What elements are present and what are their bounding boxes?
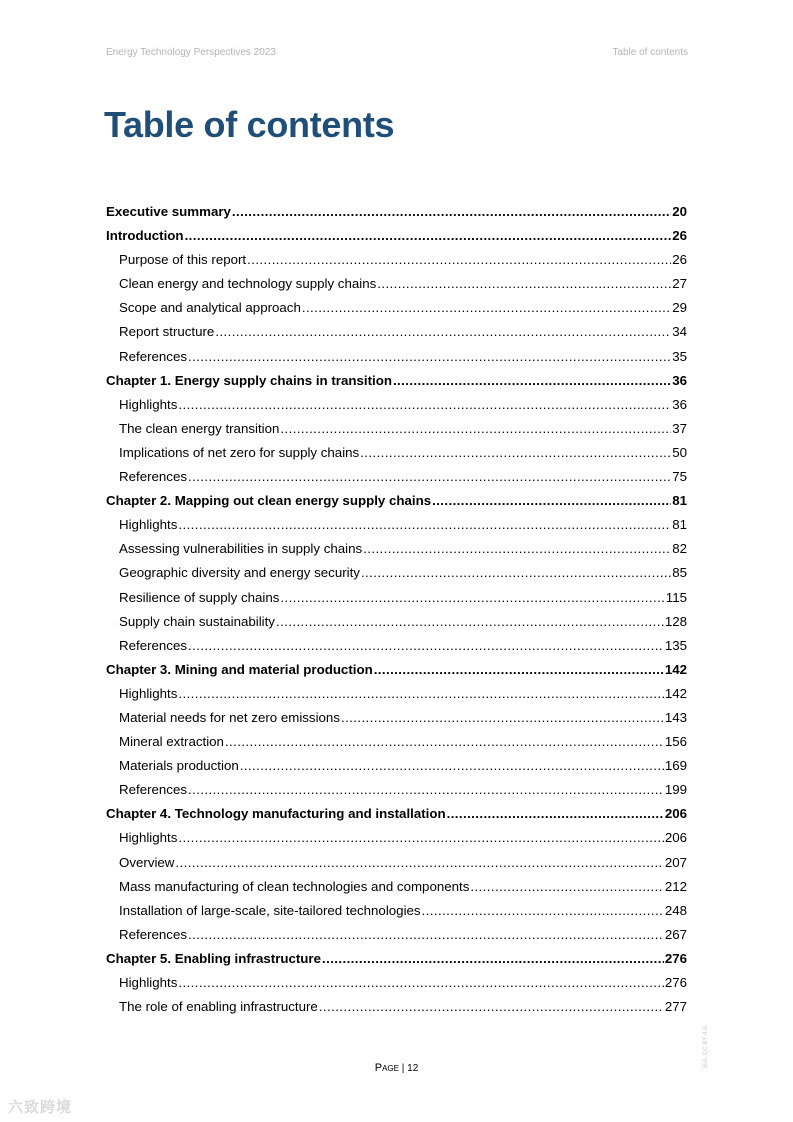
toc-entry-page-number: 36: [672, 372, 687, 388]
toc-entry-page-number: 207: [664, 854, 687, 870]
dot-leader: [215, 320, 671, 344]
toc-entry-label: Clean energy and technology supply chains: [119, 276, 377, 292]
toc-entry-label: Installation of large-scale, site-tailored technologies: [119, 902, 421, 918]
toc-section-entry[interactable]: [106, 682, 687, 706]
page-footer: [0, 1062, 793, 1074]
toc-entry-label: Chapter 3. Mining and material production: [106, 661, 373, 677]
toc-entry-page-number: 50: [672, 444, 687, 460]
dot-leader: [178, 393, 671, 417]
toc-entry-label: Highlights: [119, 830, 178, 846]
toc-section-entry[interactable]: [106, 610, 687, 634]
toc-entry-page-number: 115: [665, 589, 687, 605]
toc-section-entry[interactable]: [106, 345, 687, 369]
toc-chapter-entry[interactable]: [106, 369, 687, 393]
toc-entry-page-number: 143: [664, 709, 687, 725]
toc-section-entry[interactable]: [106, 826, 687, 850]
dot-leader: [363, 537, 671, 561]
toc-entry-page-number: 142: [664, 661, 687, 677]
toc-section-entry[interactable]: [106, 851, 687, 875]
toc-chapter-entry[interactable]: [106, 224, 687, 248]
dot-leader: [280, 417, 671, 441]
toc-entry-label: Geographic diversity and energy security: [119, 565, 360, 581]
toc-entry-label: Implications of net zero for supply chains: [119, 444, 360, 460]
watermark: 六致跨境: [8, 1099, 73, 1116]
toc-entry-page-number: 248: [664, 902, 687, 918]
toc-entry-page-number: 81: [672, 517, 687, 533]
toc-entry-label: Mass manufacturing of clean technologies and components: [119, 878, 470, 894]
toc-entry-page-number: 276: [664, 950, 687, 966]
toc-entry-page-number: 206: [664, 806, 687, 822]
toc-section-entry[interactable]: [106, 561, 687, 585]
toc-entry-page-number: 277: [664, 999, 687, 1015]
toc-entry-label: Chapter 1. Energy supply chains in transition: [106, 372, 392, 388]
dot-leader: [225, 730, 664, 754]
page-number: 12: [407, 1063, 419, 1074]
toc-entry-label: Overview: [119, 854, 175, 870]
running-header: [106, 47, 688, 58]
toc-entry-page-number: 199: [664, 782, 687, 798]
toc-section-entry[interactable]: [106, 634, 687, 658]
toc-entry-page-number: 212: [664, 878, 687, 894]
dot-leader: [178, 826, 663, 850]
toc-entry-label: The clean energy transition: [119, 420, 280, 436]
toc-section-entry[interactable]: [106, 899, 687, 923]
dot-leader: [422, 899, 664, 923]
dot-leader: [377, 272, 671, 296]
toc-entry-label: Mineral extraction: [119, 734, 224, 750]
toc-entry-page-number: 75: [672, 469, 687, 485]
header-section-title: Table of contents: [612, 47, 688, 58]
toc-section-entry[interactable]: [106, 296, 687, 320]
dot-leader: [188, 923, 664, 947]
toc-entry-label: Scope and analytical approach: [119, 300, 301, 316]
dot-leader: [432, 489, 671, 513]
dot-leader: [188, 634, 664, 658]
toc-entry-label: Resilience of supply chains: [119, 589, 280, 605]
page-label: Page: [374, 1062, 399, 1074]
toc-entry-label: Supply chain sustainability: [119, 613, 275, 629]
toc-section-entry[interactable]: [106, 320, 687, 344]
toc-chapter-entry[interactable]: [106, 200, 687, 224]
table-of-contents: [106, 200, 687, 1019]
toc-section-entry[interactable]: [106, 730, 687, 754]
toc-entry-label: Chapter 5. Enabling infrastructure: [106, 950, 322, 966]
toc-entry-page-number: 85: [672, 565, 687, 581]
dot-leader: [393, 369, 671, 393]
toc-entry-page-number: 81: [672, 493, 687, 509]
dot-leader: [319, 995, 664, 1019]
toc-entry-label: Chapter 2. Mapping out clean energy supply chains: [106, 493, 432, 509]
toc-entry-label: References: [119, 348, 187, 364]
dot-leader: [188, 465, 671, 489]
toc-section-entry[interactable]: [106, 875, 687, 899]
toc-entry-page-number: 20: [672, 204, 687, 219]
dot-leader: [302, 296, 671, 320]
license-notice: IEA. CC BY 4.0.: [703, 1025, 709, 1068]
toc-entry-page-number: 27: [672, 276, 687, 292]
toc-section-entry[interactable]: [106, 393, 687, 417]
toc-section-entry[interactable]: [106, 971, 687, 995]
toc-entry-page-number: 128: [664, 613, 687, 629]
dot-leader: [470, 875, 663, 899]
toc-entry-label: Materials production: [119, 758, 239, 774]
toc-section-entry[interactable]: [106, 995, 687, 1019]
toc-entry-label: Highlights: [119, 975, 178, 990]
toc-entry-page-number: 26: [672, 228, 687, 244]
page-separator: |: [401, 1063, 405, 1074]
toc-section-entry[interactable]: [106, 465, 687, 489]
toc-entry-page-number: 135: [664, 637, 687, 653]
toc-entry-page-number: 26: [672, 252, 687, 268]
toc-entry-label: The role of enabling infrastructure: [119, 999, 318, 1015]
toc-chapter-entry[interactable]: [106, 658, 687, 682]
dot-leader: [188, 778, 664, 802]
toc-entry-page-number: 206: [664, 830, 687, 846]
toc-section-entry[interactable]: [106, 754, 687, 778]
dot-leader: [240, 754, 664, 778]
toc-section-entry[interactable]: [106, 706, 687, 730]
toc-entry-label: Assessing vulnerabilities in supply chains: [119, 541, 363, 557]
toc-section-entry[interactable]: [106, 513, 687, 537]
toc-entry-label: Highlights: [119, 396, 178, 412]
toc-entry-page-number: 36: [672, 396, 687, 412]
toc-entry-page-number: 82: [672, 541, 687, 557]
toc-entry-label: Highlights: [119, 685, 178, 701]
toc-entry-page-number: 156: [664, 734, 687, 750]
toc-chapter-entry[interactable]: [106, 947, 687, 971]
toc-entry-label: Executive summary: [106, 204, 231, 219]
toc-section-entry[interactable]: [106, 778, 687, 802]
dot-leader: [178, 513, 671, 537]
toc-entry-label: Highlights: [119, 517, 178, 533]
toc-entry-label: References: [119, 782, 187, 798]
toc-entry-label: References: [119, 637, 187, 653]
toc-entry-page-number: 169: [664, 758, 687, 774]
toc-chapter-entry[interactable]: [106, 802, 687, 826]
dot-leader: [280, 586, 664, 610]
toc-entry-page-number: 267: [664, 926, 687, 942]
dot-leader: [247, 248, 671, 272]
dot-leader: [188, 345, 671, 369]
dot-leader: [360, 441, 671, 465]
dot-leader: [374, 658, 664, 682]
dot-leader: [178, 682, 663, 706]
toc-chapter-entry[interactable]: [106, 489, 687, 513]
dot-leader: [322, 947, 664, 971]
dot-leader: [232, 200, 671, 224]
dot-leader: [185, 224, 672, 248]
dot-leader: [361, 561, 671, 585]
dot-leader: [276, 610, 664, 634]
toc-section-entry[interactable]: [106, 537, 687, 561]
toc-section-entry[interactable]: [106, 417, 687, 441]
dot-leader: [175, 851, 663, 875]
toc-section-entry[interactable]: [106, 272, 687, 296]
toc-entry-page-number: 29: [672, 300, 687, 316]
toc-entry-label: Material needs for net zero emissions: [119, 709, 340, 725]
toc-entry-page-number: 35: [672, 348, 687, 364]
toc-entry-label: Report structure: [119, 324, 215, 340]
toc-section-entry[interactable]: [106, 441, 687, 465]
dot-leader: [341, 706, 664, 730]
toc-section-entry[interactable]: [106, 923, 687, 947]
toc-entry-page-number: 37: [672, 420, 687, 436]
toc-section-entry[interactable]: [106, 586, 687, 610]
toc-entry-label: Introduction: [106, 228, 184, 244]
toc-entry-label: References: [119, 469, 187, 485]
toc-entry-page-number: 34: [672, 324, 687, 340]
toc-entry-label: References: [119, 926, 187, 942]
toc-entry-label: Chapter 4. Technology manufacturing and installation: [106, 806, 446, 822]
toc-section-entry[interactable]: [106, 248, 687, 272]
toc-entry-page-number: 142: [664, 685, 687, 701]
toc-entry-page-number: 276: [664, 975, 687, 990]
header-report-title: Energy Technology Perspectives 2023: [106, 47, 276, 58]
dot-leader: [447, 802, 664, 826]
dot-leader: [178, 971, 663, 995]
page-title: Table of contents: [104, 104, 395, 145]
toc-entry-label: Purpose of this report: [119, 252, 247, 268]
